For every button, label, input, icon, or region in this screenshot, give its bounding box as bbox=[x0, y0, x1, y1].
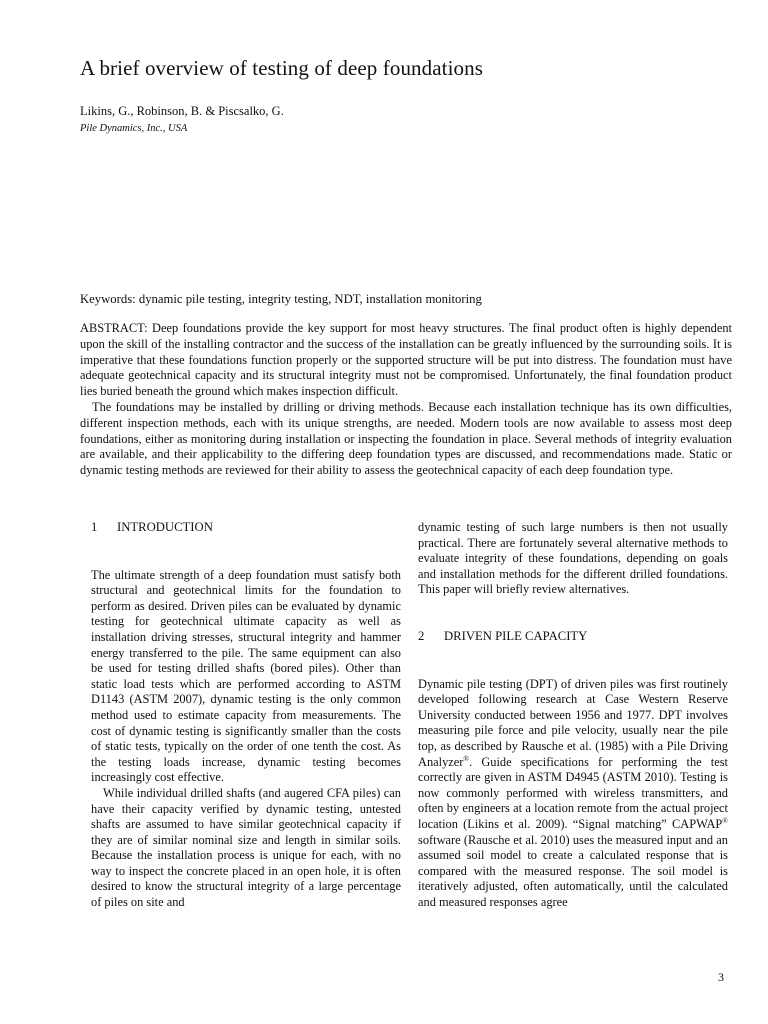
section-title: DRIVEN PILE CAPACITY bbox=[444, 628, 588, 643]
section-heading-introduction bbox=[91, 520, 401, 536]
left-column bbox=[91, 520, 401, 911]
page-number: 3 bbox=[718, 970, 724, 984]
section-heading-driven-pile-capacity bbox=[418, 629, 728, 645]
section-number: 1 bbox=[91, 520, 98, 534]
abstract-paragraph: ABSTRACT: Deep foundations provide the key support for most heavy structures. The final product often is highly dependent upon the skill of the installing contractor and the success of the installation can be greatly influenced by the surrounding soils. It is imperative that these foundations function properly or the supported structure will be put into distress. The foundation must have adequate geotechnical capacity and its structural integrity must not be compromised. Unfortunately, the final foundation product lies buried beneath the ground which makes inspection difficult. bbox=[80, 321, 732, 399]
text-run: . Guide specifications for performing the test correctly are given in ASTM D4945 (ASTM 2010). Testing is now commonly performed with wireless transmitters, and often by engineers at a location remote from the actual project location (Likins et al. 2009). “Signal matching” CAPWAP bbox=[418, 754, 728, 831]
body-paragraph bbox=[418, 677, 728, 911]
affiliation: Pile Dynamics, Inc., USA bbox=[80, 123, 188, 134]
abstract-paragraph: The foundations may be installed by drilling or driving methods. Because each installation technique has its own difficulties, different inspection methods, each with its unique strengths, are needed. Modern tools are now available to assess most deep foundations, either as monitoring during installation or inspecting the foundation in place. Several methods of integrity evaluation are available, and their applicability to the differing deep foundation types are discussed, and recommendations made. Static or dynamic testing methods are reviewed for their ability to assess the geotechnical capacity of each deep foundation type. bbox=[80, 399, 732, 478]
section-number: 2 bbox=[418, 628, 425, 643]
body-paragraph-continued: dynamic testing of such large numbers is then not usually practical. There are fortunately several alternative methods to evaluate integrity of these foundations, depending on goals and installation methods for the different drilled foundations. This paper will briefly review alternatives. bbox=[418, 520, 728, 597]
text-run: software (Rausche et al. 2010) uses the measured input and an assumed soil model to create a calculated response that is compared with the measured response. The soil model is iteratively adjusted, often automatically, until the calculated and measured responses agree bbox=[418, 832, 728, 909]
section-title: INTRODUCTION bbox=[117, 520, 213, 534]
body-paragraph: While individual drilled shafts (and augered CFA piles) can have their capacity verified by dynamic testing, untested shafts are assumed to have similar geotechnical capacity if they are of similar nominal size and length in similar soils. Because the installation process is unique for each, with no way to inspect the concrete placed in an open hole, it is often desired to know the structural integrity of a large percentage of piles on site and bbox=[91, 785, 401, 910]
keywords: Keywords: dynamic pile testing, integrity testing, NDT, installation monitoring bbox=[80, 292, 482, 306]
authors: Likins, G., Robinson, B. & Piscsalko, G. bbox=[80, 104, 284, 118]
registered-mark: ® bbox=[722, 815, 728, 825]
registered-mark: ® bbox=[463, 753, 470, 763]
abstract bbox=[80, 321, 732, 479]
paper-title: A brief overview of testing of deep foundations bbox=[80, 56, 484, 80]
body-paragraph: The ultimate strength of a deep foundation must satisfy both structural and geotechnical limits for the foundation to perform as desired. Driven piles can be evaluated by dynamic testing for geotechnical ultimate capacity as well as installation driving stresses, structural integrity and hammer energy transferred to the pile. The same equipment can also be used for testing drilled shafts (bored piles). Other than static load tests which are performed according to ASTM D1143 (ASTM 2007), dynamic testing is the only common method used to estimate capacity from measurements. The cost of dynamic testing is significantly smaller than the costs of static tests, typically on the order of one tenth the cost. As the testing loads increase, dynamic testing becomes increasingly cost effective. bbox=[91, 567, 401, 785]
right-column bbox=[418, 520, 728, 910]
text-run: Dynamic pile testing (DPT) of driven piles was first routinely developed following research at Case Western Reserve University conducted between 1956 and 1977. DPT involves measuring pile force and pile velocity, usually near the pile top, as described by Rausche et al. (1985) with a Pile Driving Analyzer bbox=[418, 676, 728, 769]
